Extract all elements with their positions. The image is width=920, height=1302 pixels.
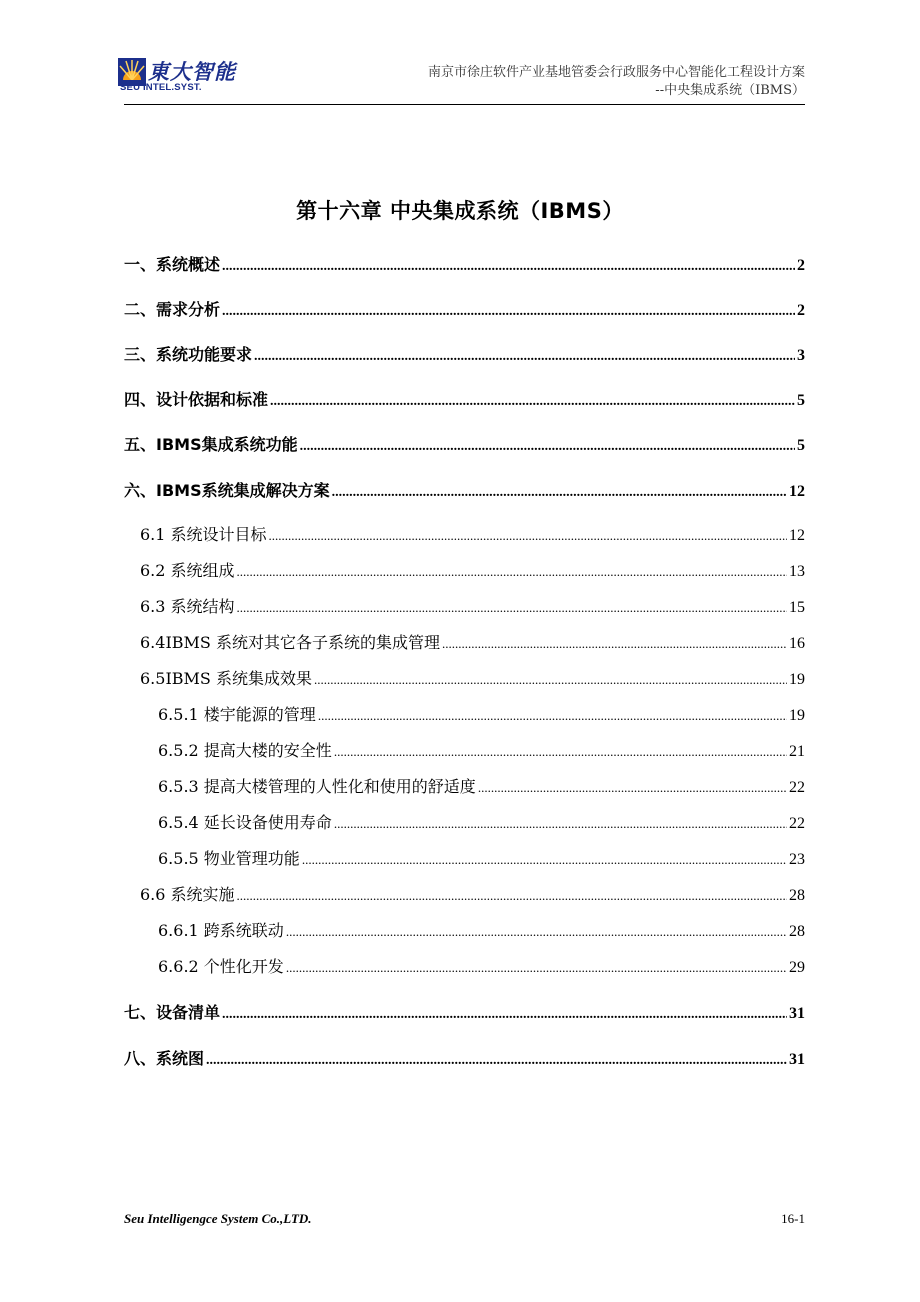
toc-entry-label: 八、系统图 (124, 1049, 205, 1068)
toc-entry[interactable] (124, 918, 805, 941)
toc-entry[interactable] (124, 522, 805, 545)
toc-entry[interactable] (124, 630, 805, 653)
toc-entry-label: 6.3 系统结构 (140, 597, 235, 616)
toc-entry-label: 七、设备清单 (124, 1003, 221, 1022)
dot-leader (237, 564, 787, 580)
toc-entry-label: 四、设计依据和标准 (124, 390, 269, 409)
toc-entry[interactable] (124, 954, 805, 977)
toc-entry-page: 5 (797, 437, 805, 454)
toc-entry-label: 一、系统概述 (124, 255, 221, 274)
dot-leader (442, 636, 787, 652)
toc-entry-page: 12 (789, 527, 805, 544)
toc-entry-page: 28 (789, 923, 805, 940)
page-header (0, 0, 920, 140)
header-divider (124, 104, 805, 105)
toc-entry-page: 5 (797, 392, 805, 409)
toc-entry[interactable] (124, 594, 805, 617)
toc-entry-label: 6.5.1 楼宇能源的管理 (158, 705, 316, 724)
toc-entry-page: 19 (789, 671, 805, 688)
toc-entry-label: 6.6 系统实施 (140, 885, 235, 904)
dot-leader (237, 600, 787, 616)
dot-leader (302, 852, 787, 868)
dot-leader (206, 1053, 787, 1069)
dot-leader (222, 304, 795, 320)
toc-entry-label: 六、IBMS系统集成解决方案 (124, 481, 330, 500)
toc-entry-page: 31 (789, 1005, 805, 1022)
dot-leader (286, 924, 787, 940)
toc-entry-page: 19 (789, 707, 805, 724)
toc-entry-label: 6.6.1 跨系统联动 (158, 921, 284, 940)
toc-entry-label: 五、IBMS集成系统功能 (124, 435, 298, 454)
dot-leader (222, 259, 795, 275)
company-logo (118, 58, 238, 98)
dot-leader (222, 1007, 787, 1023)
dot-leader (254, 349, 795, 365)
dot-leader (286, 960, 787, 976)
toc-entry[interactable] (124, 1000, 805, 1023)
toc-entry-label: 6.4IBMS 系统对其它各子系统的集成管理 (140, 633, 440, 652)
toc-entry[interactable] (124, 774, 805, 797)
toc-entry-page: 2 (797, 257, 805, 274)
toc-entry-label: 6.5.4 延长设备使用寿命 (158, 813, 332, 832)
toc-entry[interactable] (124, 882, 805, 905)
logo-english-name: SEU INTEL.SYST. (120, 82, 202, 93)
toc-entry-label: 6.5.5 物业管理功能 (158, 849, 300, 868)
toc-entry[interactable] (124, 738, 805, 761)
toc-entry[interactable] (124, 432, 805, 455)
header-title-line1: 南京市徐庄软件产业基地管委会行政服务中心智能化工程设计方案 (427, 65, 805, 80)
toc-entry-page: 22 (789, 815, 805, 832)
toc-entry[interactable] (124, 252, 805, 275)
chapter-title: 第十六章 中央集成系统（IBMS） (296, 199, 624, 223)
dot-leader (237, 888, 787, 904)
toc-entry-page: 3 (797, 347, 805, 364)
toc-entry-page: 21 (789, 743, 805, 760)
toc-entry-label: 6.5.3 提高大楼管理的人性化和使用的舒适度 (158, 777, 476, 796)
toc-entry[interactable] (124, 846, 805, 869)
toc-entry-page: 22 (789, 779, 805, 796)
toc-entry[interactable] (124, 297, 805, 320)
dot-leader (478, 780, 787, 796)
toc-entry[interactable] (124, 558, 805, 581)
header-document-title (428, 64, 805, 100)
toc-entry-page: 16 (789, 635, 805, 652)
dot-leader (269, 528, 787, 544)
toc-entry-label: 二、需求分析 (124, 300, 221, 319)
toc-entry[interactable] (124, 810, 805, 833)
toc-entry[interactable] (124, 478, 805, 501)
toc-entry-page: 13 (789, 563, 805, 580)
footer-page-number: 16-1 (781, 1211, 805, 1226)
dot-leader (270, 394, 795, 410)
toc-entry-page: 2 (797, 302, 805, 319)
toc-entry-page: 28 (789, 887, 805, 904)
toc-entry[interactable] (124, 666, 805, 689)
toc-entry-label: 6.2 系统组成 (140, 561, 235, 580)
toc-entry-page: 29 (789, 959, 805, 976)
toc-entry-label: 6.6.2 个性化开发 (158, 957, 284, 976)
dot-leader (334, 744, 787, 760)
toc-entry-label: 三、系统功能要求 (124, 345, 253, 364)
toc-entry[interactable] (124, 702, 805, 725)
dot-leader (314, 672, 787, 688)
toc-entry[interactable] (124, 387, 805, 410)
footer-company-name: Seu Intelligengce System Co.,LTD. (124, 1211, 312, 1226)
toc-entry-page: 31 (789, 1051, 805, 1068)
dot-leader (318, 708, 787, 724)
toc-entry-page: 15 (789, 599, 805, 616)
toc-entry[interactable] (124, 1046, 805, 1069)
header-title-line2: --中央集成系统（IBMS） (655, 83, 805, 98)
toc-entry-label: 6.5.2 提高大楼的安全性 (158, 741, 332, 760)
toc-entry[interactable] (124, 342, 805, 365)
dot-leader (332, 485, 787, 501)
dot-leader (300, 439, 795, 455)
toc-entry-label: 6.1 系统设计目标 (140, 525, 267, 544)
dot-leader (334, 816, 787, 832)
toc-entry-page: 23 (789, 851, 805, 868)
toc-entry-label: 6.5IBMS 系统集成效果 (140, 669, 312, 688)
logo-chinese-name: 東大智能 (148, 60, 236, 84)
toc-entry-page: 12 (789, 483, 805, 500)
